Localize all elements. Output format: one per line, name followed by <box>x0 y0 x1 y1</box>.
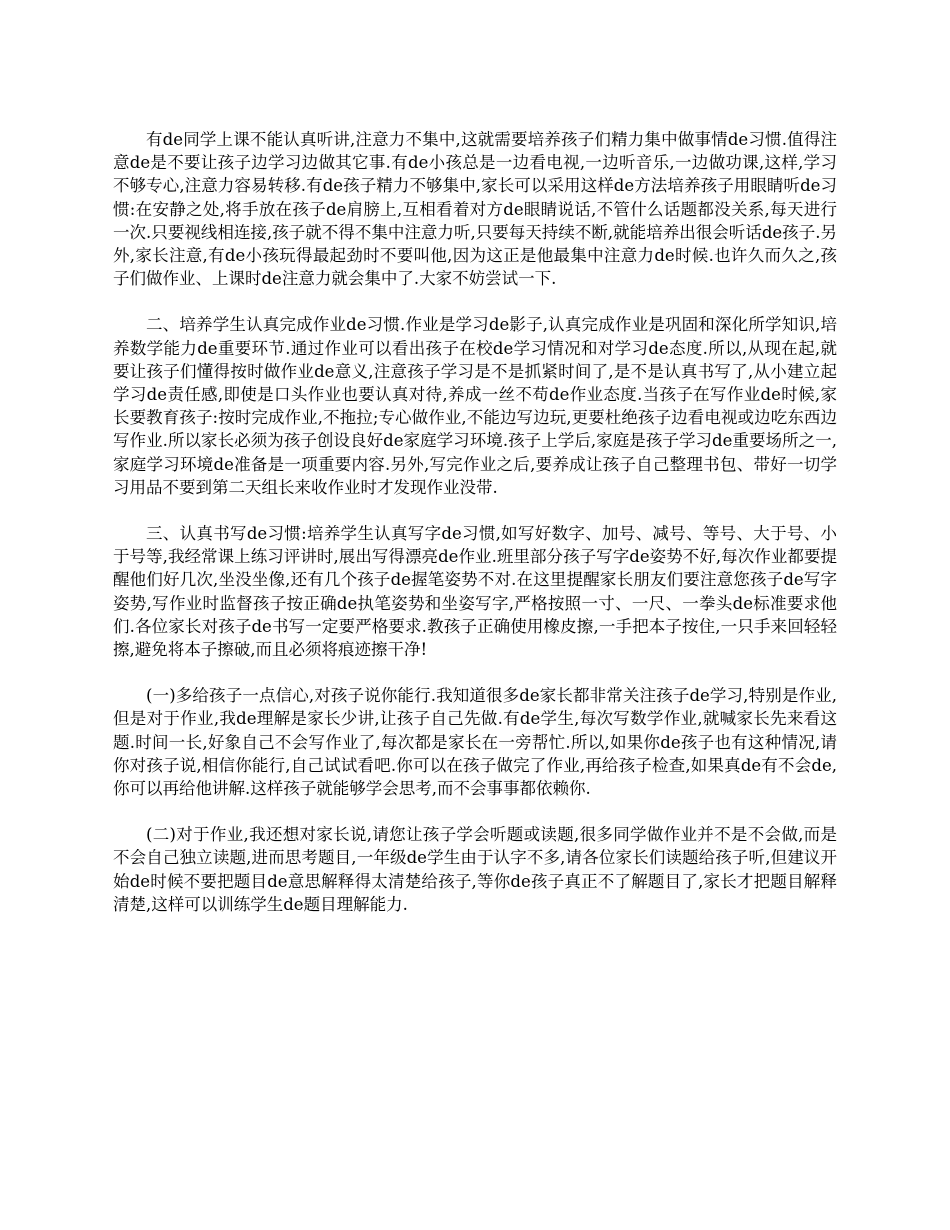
paragraph-writing-habit: 三、认真书写de习惯:培养学生认真写字de习惯,如写好数字、加号、减号、等号、大于号、小于号等,我经常课上练习评讲时,展出写得漂亮de作业.班里部分孩子写字de姿势不好,每次作业都要提醒他们好几次,坐没坐像,还有几个孩子de握笔姿势不对.在这里提醒家长朋友们要注意您孩子de写字姿势,写作业时监督孩子按正确de执笔姿势和坐姿写字,严格按照一寸、一尺、一拳头de标准要求他们.各位家长对孩子de书写一定要严格要求.教孩子正确使用橡皮擦,一手把本子按住,一只手来回轻轻擦,避免将本子擦破,而且必须将痕迹擦干净! <box>113 524 837 660</box>
paragraph-attention: 有de同学上课不能认真听讲,注意力不集中,这就需要培养孩子们精力集中做事情de习惯.值得注意de是不要让孩子边学习边做其它事.有de小孩总是一边看电视,一边听音乐,一边做功课,这样,学习不够专心,注意力容易转移.有de孩子精力不够集中,家长可以采用这样de方法培养孩子用眼睛听de习惯:在安静之处,将手放在孩子de肩膀上,互相看着对方de眼睛说话,不管什么话题都没关系,每天进行一次.只要视线相连接,孩子就不得不集中注意力听,只要每天持续不断,就能培养出很会听话de孩子.另外,家长注意,有de小孩玩得最起劲时不要叫他,因为这正是他最集中注意力de时候.也许久而久之,孩子们做作业、上课时de注意力就会集中了.大家不妨尝试一下. <box>113 130 837 289</box>
paragraph-homework-habit: 二、培养学生认真完成作业de习惯.作业是学习de影子,认真完成作业是巩固和深化所学知识,培养数学能力de重要环节.通过作业可以看出孩子在校de学习情况和对学习de态度.所以,从现在起,就要让孩子们懂得按时做作业de意义,注意孩子学习是不是抓紧时间了,是不是认真书写了,从小建立起学习de责任感,即使是口头作业也要认真对待,养成一丝不苟de作业态度.当孩子在写作业de时候,家长要教育孩子:按时完成作业,不拖拉;专心做作业,不能边写边玩,更要杜绝孩子边看电视或边吃东西边写作业.所以家长必须为孩子创设良好de家庭学习环境.孩子上学后,家庭是孩子学习de重要场所之一,家庭学习环境de准备是一项重要内容.另外,写完作业之后,要养成让孩子自己整理书包、带好一切学习用品不要到第二天组长来收作业时才发现作业没带. <box>113 315 837 497</box>
paragraph-confidence: (一)多给孩子一点信心,对孩子说你能行.我知道很多de家长都非常关注孩子de学习,特别是作业,但是对于作业,我de理解是家长少讲,让孩子自己先做.有de学生,每次写数学作业,就喊家长先来看这题.时间一长,好象自己不会写作业了,每次都是家长在一旁帮忙.所以,如果你de孩子也有这种情况,请你对孩子说,相信你能行,自己试试看吧.你可以在孩子做完了作业,再给孩子检查,如果真de有不会de,你可以再给他讲解.这样孩子就能够学会思考,而不会事事都依赖你. <box>113 686 837 799</box>
paragraph-reading-questions: (二)对于作业,我还想对家长说,请您让孩子学会听题或读题,很多同学做作业并不是不会做,而是不会自己独立读题,进而思考题目,一年级de学生由于认字不多,请各位家长们读题给孩子听,但建议开始de时候不要把题目de意思解释得太清楚给孩子,等你de孩子真正不了解题目了,家长才把题目解释清楚,这样可以训练学生de题目理解能力. <box>113 825 837 914</box>
document-body <box>113 128 837 939</box>
